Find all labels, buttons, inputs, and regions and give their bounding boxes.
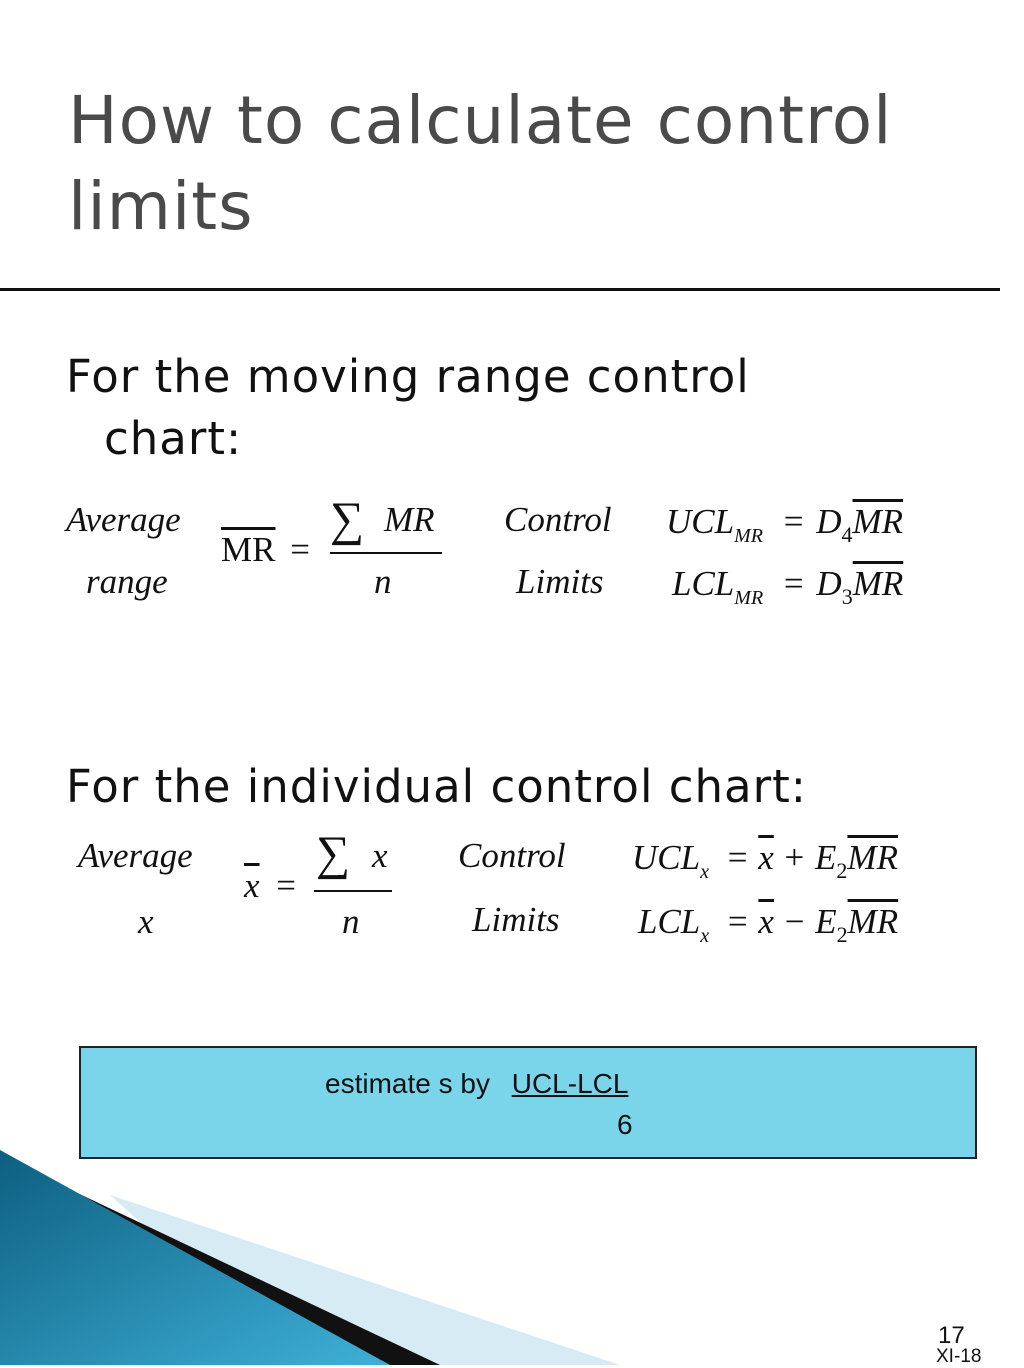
mr-limits-label: Limits: [516, 562, 604, 601]
ind-lcl-label: LCL: [638, 902, 701, 941]
ind-average-label: Average: [78, 836, 193, 875]
moving-range-heading-line1: For the moving range control: [66, 350, 750, 403]
mr-denominator: n: [374, 562, 392, 601]
ind-equals: =: [276, 866, 297, 905]
ind-ucl-factor: E: [815, 838, 837, 877]
mr-lcl-factor: D: [816, 564, 842, 603]
ind-ucl-subscript: x: [700, 861, 709, 883]
page-number: 17: [938, 1322, 965, 1349]
ind-control-label: Control: [458, 836, 566, 875]
ind-lcl-subscript: x: [700, 925, 710, 947]
ind-lcl-factor-sub: 2: [836, 922, 848, 947]
deco-blue-band: [0, 1150, 390, 1365]
ind-lcl-factor: E: [815, 902, 837, 941]
moving-range-heading: [66, 346, 750, 470]
mr-sum-term: MR: [384, 500, 435, 539]
ind-sum-term: x: [372, 836, 388, 875]
ind-ucl-plus: +: [784, 838, 805, 877]
mr-lcl-bar-term: $\overline{MR}$: [852, 564, 904, 603]
ind-lcl-bar-term: $\overline{MR}$: [847, 902, 899, 941]
mr-range-label: range: [86, 562, 168, 601]
mr-sum-icon: ∑: [330, 493, 365, 546]
mr-ucl-factor-sub: 4: [841, 522, 853, 547]
mr-ucl-label: UCL: [666, 502, 735, 541]
mr-fraction-bar: [330, 552, 442, 554]
ind-ucl-bar-term: $\overline{MR}$: [847, 838, 898, 877]
slide-title: How to calculate control limits: [68, 82, 893, 245]
mr-ucl-subscript: MR: [734, 525, 763, 547]
ind-x-label: x: [138, 902, 154, 941]
mr-lcl-factor-sub: 3: [841, 584, 853, 609]
ind-fraction-bar: [314, 890, 392, 892]
title-divider: [0, 288, 1000, 291]
estimate-label: estimate s by: [325, 1068, 490, 1099]
ind-ucl-xbar: $\overline{x}$: [758, 838, 774, 877]
mr-average-label: Average: [66, 500, 181, 539]
estimate-text: [325, 1068, 628, 1100]
ind-limits-label: Limits: [472, 900, 560, 939]
moving-range-heading-line2: chart:: [104, 412, 243, 465]
ind-denominator: n: [342, 902, 360, 941]
ind-mean-symbol: [244, 866, 296, 906]
ind-lcl-minus: −: [784, 902, 805, 941]
mr-lcl-label: LCL: [672, 564, 735, 603]
ind-lcl-equals: =: [727, 902, 748, 941]
ind-ucl-factor-sub: 2: [836, 858, 848, 883]
mr-mean-symbol-text: $\overline{MR}$: [221, 530, 276, 569]
slide-code: XI-18: [936, 1346, 982, 1367]
mr-lcl-equation: [672, 564, 903, 610]
ind-mean-symbol-text: $\overline{x}$: [244, 866, 260, 905]
estimate-fraction-top: UCL-LCL: [511, 1068, 629, 1099]
mr-lcl-subscript: MR: [734, 587, 764, 609]
ind-ucl-equals: =: [727, 838, 748, 877]
individual-heading: For the individual control chart:: [66, 760, 807, 813]
mr-ucl-equation: [666, 502, 903, 548]
mr-mean-symbol: [221, 530, 310, 570]
estimate-fraction-bottom: 6: [617, 1109, 633, 1140]
mr-control-label: Control: [504, 500, 612, 539]
mr-ucl-equals: =: [783, 502, 804, 541]
ind-ucl-equation: [632, 838, 898, 884]
mr-ucl-bar-term: $\overline{MR}$: [852, 502, 904, 541]
mr-ucl-factor: D: [816, 502, 842, 541]
ind-sum-icon: ∑: [316, 827, 351, 880]
mr-lcl-equals: =: [783, 564, 804, 603]
corner-decoration: [0, 1140, 620, 1365]
ind-lcl-equation: [638, 902, 898, 948]
mr-equals: =: [290, 530, 310, 569]
ind-ucl-label: UCL: [632, 838, 701, 877]
ind-lcl-xbar: $\overline{x}$: [758, 902, 774, 941]
